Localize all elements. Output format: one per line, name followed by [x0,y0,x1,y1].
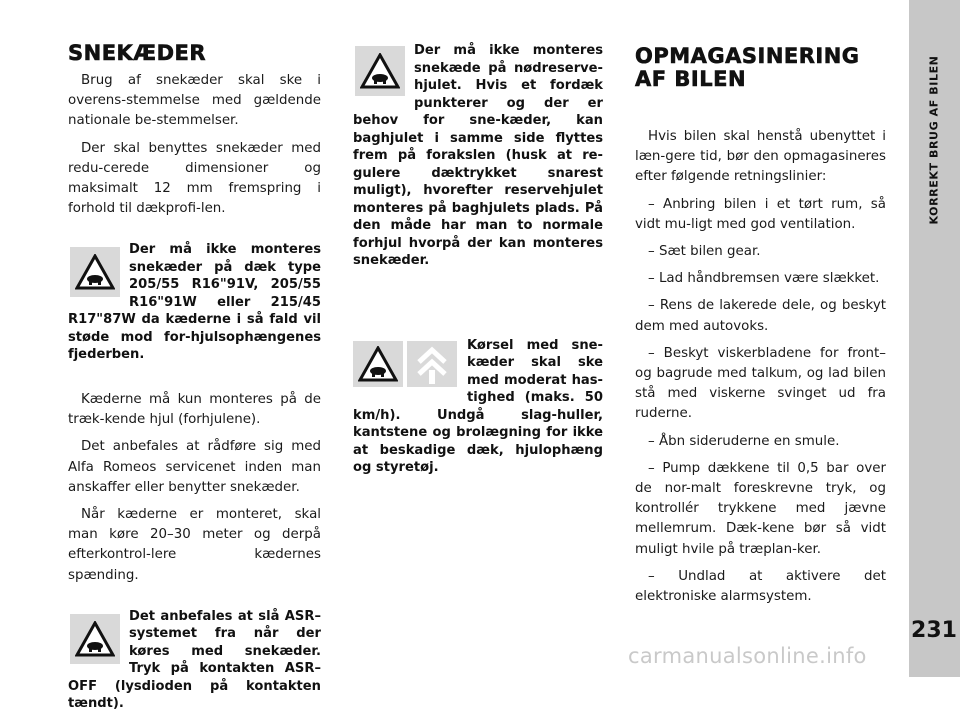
list-item: – Lad håndbremsen være slækket. [648,271,880,287]
list-item: – Rens de lakerede dele, og beskyt dem med autovoks. [635,298,886,334]
warning-block [68,608,321,713]
list-item: – Sæt bilen gear. [648,244,761,260]
paragraph: Det anbefales at rådføre sig med Alfa Romeos servicenet inden man anskaffer eller benytter snekæder. [68,439,321,495]
page-number: 231 [911,618,957,643]
watermark: carmanualsonline.info [628,644,867,668]
skid-warning-icon [353,341,403,387]
paragraph: Der skal benyttes snekæder med redu-cerede dimensioner og maksimalt 12 mm fremspring i forhold til dækprofi-len. [68,140,321,217]
section-title-snow-chains: SNEKÆDER [68,41,207,65]
warning-block [353,42,603,270]
paragraph: Kæderne må kun monteres på de træk-kende hjul (forhjulene). [68,391,321,428]
list-item: – Pump dækkene til 0,5 bar over de nor-malt foreskrevne tryk, og kontrollér trykkene med jævne mellemrum. Dæk-kene bør så vidt muligt hvile på træplan-ker. [635,460,886,557]
left-column [68,42,321,713]
snow-road-icon [407,341,457,387]
warning-text: Der må ikke monteres snekæder på dæk type 205/55 R16"91V, 205/55 R16"91W eller 215/45 R17"87W da kæderne i så fald vil støde mod for-hjulsophængenes fjederben. [68,242,321,363]
paragraph: Brug af snekæder skal ske i overens-stemmelse med gældende nationale be-stemmelser. [68,73,321,129]
right-column [635,42,886,607]
section-title-storage: OPMAGASINERING AF BILEN [635,44,860,91]
skid-warning-icon [70,247,120,297]
list-item: – Anbring bilen i et tørt rum, så vidt mu-ligt med god ventilation. [635,196,886,232]
warning-text: Det anbefales at slå ASR–systemet fra når der køres med snekæder. Tryk på kontakten ASR–OFF (lysdioden på kontakten tændt). [68,608,321,712]
warning-block [353,337,603,477]
paragraph: Når kæderne er monteret, skal man køre 20–30 meter og derpå efterkontrol-lere kædernes spænding. [68,506,321,583]
warning-text: Kørsel med sne-kæder skal ske med moderat has-tighed (maks. 50 km/h). Undgå slag-huller, kantstene og brolægning for ikke at beskadige dæk, hjulophæng og styretøj. [353,337,603,475]
list-item: – Undlad at aktivere det elektroniske alarmsystem. [635,568,886,605]
list-item: – Beskyt viskerbladene for front– og bagrude med talkum, og lad bilen stå med viskerne svinget ud fra ruderne. [635,345,886,422]
warning-text: Der må ikke monteres snekæde på nødreserve-hjulet. Hvis et fordæk punkterer og der er behov for sne-kæder, kan baghjulet i samme side flyttes frem på forakslen (husk at re-gulere dæktrykket snarest muligt), hvorefter reservehjulet monteres på baghjulets plads. På den måde har man to normale forhjul hvorpå der kan monteres snekæder. [353,43,603,268]
list-item: – Åbn sideruderne en smule. [648,433,840,449]
skid-warning-icon [70,614,120,664]
paragraph: Hvis bilen skal henstå ubenyttet i læn-gere tid, bør den opmagasineres efter følgende retningslinier: [635,129,886,185]
warning-block [68,241,321,364]
chapter-label: KORREKT BRUG AF BILEN [927,55,941,225]
middle-column [353,42,603,477]
skid-warning-icon [355,46,405,96]
